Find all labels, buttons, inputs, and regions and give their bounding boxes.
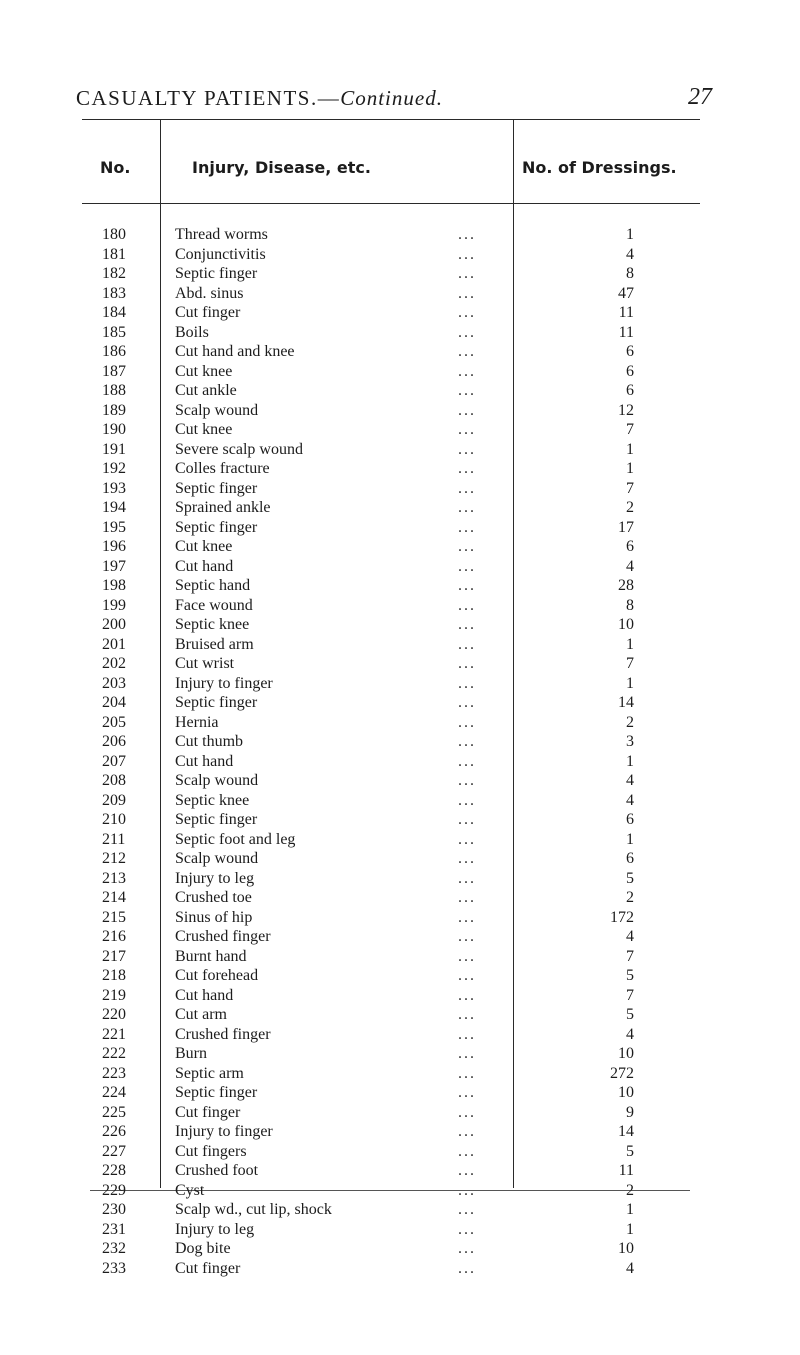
row-injury: Septic finger xyxy=(175,1084,258,1101)
table-row xyxy=(0,869,800,889)
row-dressings: 2 xyxy=(626,889,634,906)
row-number: 222 xyxy=(102,1045,126,1062)
row-leader-dots: ... xyxy=(458,986,476,1004)
row-dressings: 5 xyxy=(626,1006,634,1023)
row-leader-dots: ... xyxy=(458,616,476,633)
row-number: 204 xyxy=(102,694,126,711)
row-injury: Conjunctivitis xyxy=(175,245,266,263)
table-row xyxy=(0,947,800,967)
row-leader-dots: ... xyxy=(458,1162,476,1179)
row-leader-dots: ... xyxy=(458,323,476,341)
table-row xyxy=(0,752,800,772)
row-leader-dots: ... xyxy=(458,674,476,692)
row-injury: Cut hand xyxy=(175,986,234,1004)
row-leader-dots: ... xyxy=(458,596,476,614)
row-number: 190 xyxy=(102,421,126,438)
row-dressings: 6 xyxy=(626,343,634,360)
row-dressings: 1 xyxy=(626,674,634,692)
table-row xyxy=(0,986,800,1006)
row-number: 181 xyxy=(102,245,126,263)
row-number: 232 xyxy=(102,1240,126,1257)
row-injury: Cut knee xyxy=(175,538,233,555)
row-leader-dots: ... xyxy=(458,401,476,419)
row-dressings: 1 xyxy=(626,1220,634,1238)
row-injury: Septic hand xyxy=(175,577,251,594)
row-injury: Septic finger xyxy=(175,518,258,536)
row-injury: Septic knee xyxy=(175,791,250,809)
row-leader-dots: ... xyxy=(458,1259,476,1277)
row-leader-dots: ... xyxy=(458,947,476,965)
row-injury: Abd. sinus xyxy=(175,284,244,302)
row-number: 216 xyxy=(102,928,126,945)
row-injury: Thread worms xyxy=(175,226,268,243)
row-number: 186 xyxy=(102,343,126,360)
table-row xyxy=(0,264,800,284)
table-row xyxy=(0,1083,800,1103)
row-injury: Septic finger xyxy=(175,811,258,828)
row-number: 225 xyxy=(102,1103,126,1121)
table-row xyxy=(0,401,800,421)
row-injury: Cut finger xyxy=(175,1259,241,1277)
row-injury: Septic knee xyxy=(175,616,250,633)
row-injury: Scalp wd., cut lip, shock xyxy=(175,1201,332,1218)
row-dressings: 6 xyxy=(626,538,634,555)
row-injury: Cut knee xyxy=(175,421,233,438)
page-title-main: CASUALTY PATIENTS.— xyxy=(76,86,341,110)
row-leader-dots: ... xyxy=(458,382,476,399)
table-row xyxy=(0,1064,800,1084)
table-row xyxy=(0,362,800,382)
table-row xyxy=(0,1005,800,1025)
row-dressings: 9 xyxy=(626,1103,634,1121)
table-row xyxy=(0,1200,800,1220)
row-number: 183 xyxy=(102,284,126,302)
row-dressings: 14 xyxy=(618,1123,634,1140)
row-leader-dots: ... xyxy=(458,830,476,848)
row-leader-dots: ... xyxy=(458,889,476,906)
row-injury: Burn xyxy=(175,1045,207,1062)
table-row xyxy=(0,537,800,557)
row-injury: Injury to finger xyxy=(175,674,273,692)
row-number: 211 xyxy=(102,830,126,848)
table-row xyxy=(0,635,800,655)
table-row xyxy=(0,674,800,694)
row-number: 185 xyxy=(102,323,126,341)
row-dressings: 8 xyxy=(626,596,634,614)
table-row xyxy=(0,908,800,928)
row-number: 230 xyxy=(102,1201,126,1218)
row-number: 205 xyxy=(102,713,126,731)
row-leader-dots: ... xyxy=(458,1045,476,1062)
row-injury: Burnt hand xyxy=(175,947,247,965)
table-top-rule xyxy=(82,119,700,120)
row-number: 206 xyxy=(102,733,126,750)
row-leader-dots: ... xyxy=(458,577,476,594)
row-number: 188 xyxy=(102,382,126,399)
row-leader-dots: ... xyxy=(458,499,476,516)
table-row xyxy=(0,1239,800,1259)
table-row xyxy=(0,654,800,674)
row-leader-dots: ... xyxy=(458,694,476,711)
row-dressings: 272 xyxy=(610,1064,634,1082)
table-row xyxy=(0,1220,800,1240)
row-leader-dots: ... xyxy=(458,1142,476,1160)
table-row xyxy=(0,303,800,323)
row-injury: Septic foot and leg xyxy=(175,830,296,848)
row-injury: Cut fingers xyxy=(175,1142,247,1160)
row-dressings: 3 xyxy=(626,733,634,750)
row-leader-dots: ... xyxy=(458,752,476,770)
row-leader-dots: ... xyxy=(458,343,476,360)
row-number: 210 xyxy=(102,811,126,828)
row-number: 229 xyxy=(102,1181,126,1199)
table-row xyxy=(0,1259,800,1279)
row-injury: Severe scalp wound xyxy=(175,440,303,458)
row-dressings: 1 xyxy=(626,226,634,243)
row-dressings: 2 xyxy=(626,1181,634,1199)
row-number: 208 xyxy=(102,772,126,789)
row-leader-dots: ... xyxy=(458,811,476,828)
row-dressings: 7 xyxy=(626,421,634,438)
page-title xyxy=(76,86,443,111)
column-header-no: No. xyxy=(100,158,131,177)
table-row xyxy=(0,1142,800,1162)
row-leader-dots: ... xyxy=(458,538,476,555)
row-injury: Boils xyxy=(175,323,209,341)
row-dressings: 12 xyxy=(618,401,634,419)
row-number: 182 xyxy=(102,265,126,282)
row-leader-dots: ... xyxy=(458,772,476,789)
table-row xyxy=(0,1044,800,1064)
row-dressings: 4 xyxy=(626,557,634,575)
row-leader-dots: ... xyxy=(458,421,476,438)
row-dressings: 4 xyxy=(626,791,634,809)
row-dressings: 10 xyxy=(618,1084,634,1101)
row-injury: Septic finger xyxy=(175,265,258,282)
row-dressings: 6 xyxy=(626,811,634,828)
row-leader-dots: ... xyxy=(458,791,476,809)
row-injury: Crushed finger xyxy=(175,928,271,945)
row-leader-dots: ... xyxy=(458,245,476,263)
row-injury: Scalp wound xyxy=(175,850,259,867)
row-injury: Cut hand xyxy=(175,557,234,575)
row-leader-dots: ... xyxy=(458,284,476,302)
table-row xyxy=(0,791,800,811)
table-row xyxy=(0,1025,800,1045)
row-dressings: 8 xyxy=(626,265,634,282)
row-number: 218 xyxy=(102,967,126,984)
row-dressings: 5 xyxy=(626,1142,634,1160)
table-row xyxy=(0,225,800,245)
table-row xyxy=(0,420,800,440)
row-leader-dots: ... xyxy=(458,1006,476,1023)
row-dressings: 17 xyxy=(618,518,634,536)
table-row xyxy=(0,557,800,577)
row-leader-dots: ... xyxy=(458,1201,476,1218)
row-dressings: 10 xyxy=(618,616,634,633)
table-row xyxy=(0,732,800,752)
row-number: 192 xyxy=(102,460,126,477)
row-number: 228 xyxy=(102,1162,126,1179)
row-injury: Dog bite xyxy=(175,1240,231,1257)
row-injury: Cut wrist xyxy=(175,655,235,672)
row-number: 193 xyxy=(102,479,126,497)
row-number: 195 xyxy=(102,518,126,536)
row-dressings: 11 xyxy=(618,323,634,341)
row-leader-dots: ... xyxy=(458,1103,476,1121)
row-leader-dots: ... xyxy=(458,713,476,731)
row-leader-dots: ... xyxy=(458,460,476,477)
row-injury: Colles fracture xyxy=(175,460,270,477)
row-leader-dots: ... xyxy=(458,1064,476,1082)
row-number: 194 xyxy=(102,499,126,516)
row-number: 215 xyxy=(102,908,126,926)
row-number: 184 xyxy=(102,304,126,321)
row-dressings: 10 xyxy=(618,1240,634,1257)
row-dressings: 4 xyxy=(626,772,634,789)
row-leader-dots: ... xyxy=(458,1181,476,1199)
page-title-continued: Continued. xyxy=(340,86,443,110)
row-number: 199 xyxy=(102,596,126,614)
table-row xyxy=(0,693,800,713)
row-leader-dots: ... xyxy=(458,304,476,321)
table-row xyxy=(0,966,800,986)
row-number: 214 xyxy=(102,889,126,906)
row-injury: Cut forehead xyxy=(175,967,259,984)
row-injury: Septic finger xyxy=(175,694,258,711)
row-injury: Injury to leg xyxy=(175,869,255,887)
table-row xyxy=(0,323,800,343)
row-leader-dots: ... xyxy=(458,635,476,653)
row-injury: Septic arm xyxy=(175,1064,244,1082)
column-header-dressings: No. of Dressings. xyxy=(522,158,677,177)
table-row xyxy=(0,440,800,460)
row-dressings: 4 xyxy=(626,1259,634,1277)
column-header-injury: Injury, Disease, etc. xyxy=(192,158,371,177)
row-number: 197 xyxy=(102,557,126,575)
row-leader-dots: ... xyxy=(458,1123,476,1140)
row-dressings: 172 xyxy=(610,908,634,926)
table-row xyxy=(0,498,800,518)
row-dressings: 4 xyxy=(626,928,634,945)
row-number: 189 xyxy=(102,401,126,419)
row-injury: Cyst xyxy=(175,1181,205,1199)
table-row xyxy=(0,459,800,479)
row-number: 219 xyxy=(102,986,126,1004)
table-row xyxy=(0,1181,800,1201)
row-leader-dots: ... xyxy=(458,908,476,926)
row-dressings: 4 xyxy=(626,1025,634,1043)
table-row xyxy=(0,1122,800,1142)
row-dressings: 5 xyxy=(626,869,634,887)
row-injury: Cut hand and knee xyxy=(175,343,295,360)
row-injury: Injury to leg xyxy=(175,1220,255,1238)
row-leader-dots: ... xyxy=(458,557,476,575)
row-number: 198 xyxy=(102,577,126,594)
row-dressings: 2 xyxy=(626,713,634,731)
row-number: 226 xyxy=(102,1123,126,1140)
row-leader-dots: ... xyxy=(458,440,476,458)
row-dressings: 1 xyxy=(626,440,634,458)
table-row xyxy=(0,518,800,538)
table-row xyxy=(0,381,800,401)
row-leader-dots: ... xyxy=(458,1084,476,1101)
row-injury: Crushed toe xyxy=(175,889,252,906)
table-row xyxy=(0,596,800,616)
row-injury: Face wound xyxy=(175,596,253,614)
row-dressings: 7 xyxy=(626,947,634,965)
row-injury: Cut finger xyxy=(175,304,241,321)
table-row xyxy=(0,810,800,830)
row-dressings: 2 xyxy=(626,499,634,516)
row-number: 220 xyxy=(102,1006,126,1023)
row-leader-dots: ... xyxy=(458,850,476,867)
row-number: 207 xyxy=(102,752,126,770)
table-row xyxy=(0,342,800,362)
row-leader-dots: ... xyxy=(458,928,476,945)
row-number: 180 xyxy=(102,226,126,243)
row-dressings: 11 xyxy=(618,1162,634,1179)
table-row xyxy=(0,771,800,791)
row-leader-dots: ... xyxy=(458,265,476,282)
row-dressings: 1 xyxy=(626,752,634,770)
row-dressings: 7 xyxy=(626,479,634,497)
row-leader-dots: ... xyxy=(458,1220,476,1238)
row-number: 223 xyxy=(102,1064,126,1082)
row-dressings: 11 xyxy=(618,304,634,321)
row-dressings: 1 xyxy=(626,635,634,653)
row-leader-dots: ... xyxy=(458,1025,476,1043)
row-injury: Injury to finger xyxy=(175,1123,273,1140)
row-number: 202 xyxy=(102,655,126,672)
table-row xyxy=(0,849,800,869)
row-injury: Sprained ankle xyxy=(175,499,271,516)
row-dressings: 6 xyxy=(626,362,634,380)
row-leader-dots: ... xyxy=(458,655,476,672)
row-injury: Sinus of hip xyxy=(175,908,253,926)
row-leader-dots: ... xyxy=(458,967,476,984)
row-injury: Crushed foot xyxy=(175,1162,259,1179)
row-leader-dots: ... xyxy=(458,869,476,887)
table-row xyxy=(0,888,800,908)
row-injury: Cut knee xyxy=(175,362,233,380)
row-dressings: 4 xyxy=(626,245,634,263)
row-number: 224 xyxy=(102,1084,126,1101)
row-number: 217 xyxy=(102,947,126,965)
row-number: 231 xyxy=(102,1220,126,1238)
row-number: 227 xyxy=(102,1142,126,1160)
row-dressings: 47 xyxy=(618,284,634,302)
row-injury: Crushed finger xyxy=(175,1025,271,1043)
row-dressings: 28 xyxy=(618,577,634,594)
table-row xyxy=(0,927,800,947)
row-dressings: 1 xyxy=(626,460,634,477)
table-row xyxy=(0,245,800,265)
row-number: 187 xyxy=(102,362,126,380)
page-header xyxy=(76,78,712,118)
row-dressings: 14 xyxy=(618,694,634,711)
row-number: 191 xyxy=(102,440,126,458)
row-injury: Bruised arm xyxy=(175,635,254,653)
row-injury: Scalp wound xyxy=(175,772,259,789)
row-injury: Septic finger xyxy=(175,479,258,497)
row-number: 233 xyxy=(102,1259,126,1277)
table-row xyxy=(0,830,800,850)
row-leader-dots: ... xyxy=(458,733,476,750)
row-dressings: 7 xyxy=(626,655,634,672)
row-number: 201 xyxy=(102,635,126,653)
row-injury: Cut hand xyxy=(175,752,234,770)
row-leader-dots: ... xyxy=(458,362,476,380)
table-row xyxy=(0,479,800,499)
table-row xyxy=(0,1161,800,1181)
row-dressings: 10 xyxy=(618,1045,634,1062)
row-leader-dots: ... xyxy=(458,226,476,243)
row-leader-dots: ... xyxy=(458,518,476,536)
row-injury: Hernia xyxy=(175,713,219,731)
row-injury: Cut ankle xyxy=(175,382,237,399)
page-number: 27 xyxy=(688,84,712,110)
row-injury: Cut thumb xyxy=(175,733,244,750)
row-number: 212 xyxy=(102,850,126,867)
table-body xyxy=(0,225,800,1278)
row-dressings: 7 xyxy=(626,986,634,1004)
table-row xyxy=(0,713,800,733)
row-number: 209 xyxy=(102,791,126,809)
row-injury: Cut arm xyxy=(175,1006,227,1023)
table-header-rule xyxy=(82,203,700,204)
row-dressings: 1 xyxy=(626,830,634,848)
row-injury: Scalp wound xyxy=(175,401,259,419)
row-leader-dots: ... xyxy=(458,1240,476,1257)
table-row xyxy=(0,615,800,635)
row-injury: Cut finger xyxy=(175,1103,241,1121)
table-row xyxy=(0,1103,800,1123)
row-number: 203 xyxy=(102,674,126,692)
row-number: 200 xyxy=(102,616,126,633)
row-dressings: 6 xyxy=(626,382,634,399)
row-number: 213 xyxy=(102,869,126,887)
table-row xyxy=(0,284,800,304)
row-number: 196 xyxy=(102,538,126,555)
row-dressings: 5 xyxy=(626,967,634,984)
row-number: 221 xyxy=(102,1025,126,1043)
table-row xyxy=(0,576,800,596)
row-leader-dots: ... xyxy=(458,479,476,497)
row-dressings: 6 xyxy=(626,850,634,867)
row-dressings: 1 xyxy=(626,1201,634,1218)
